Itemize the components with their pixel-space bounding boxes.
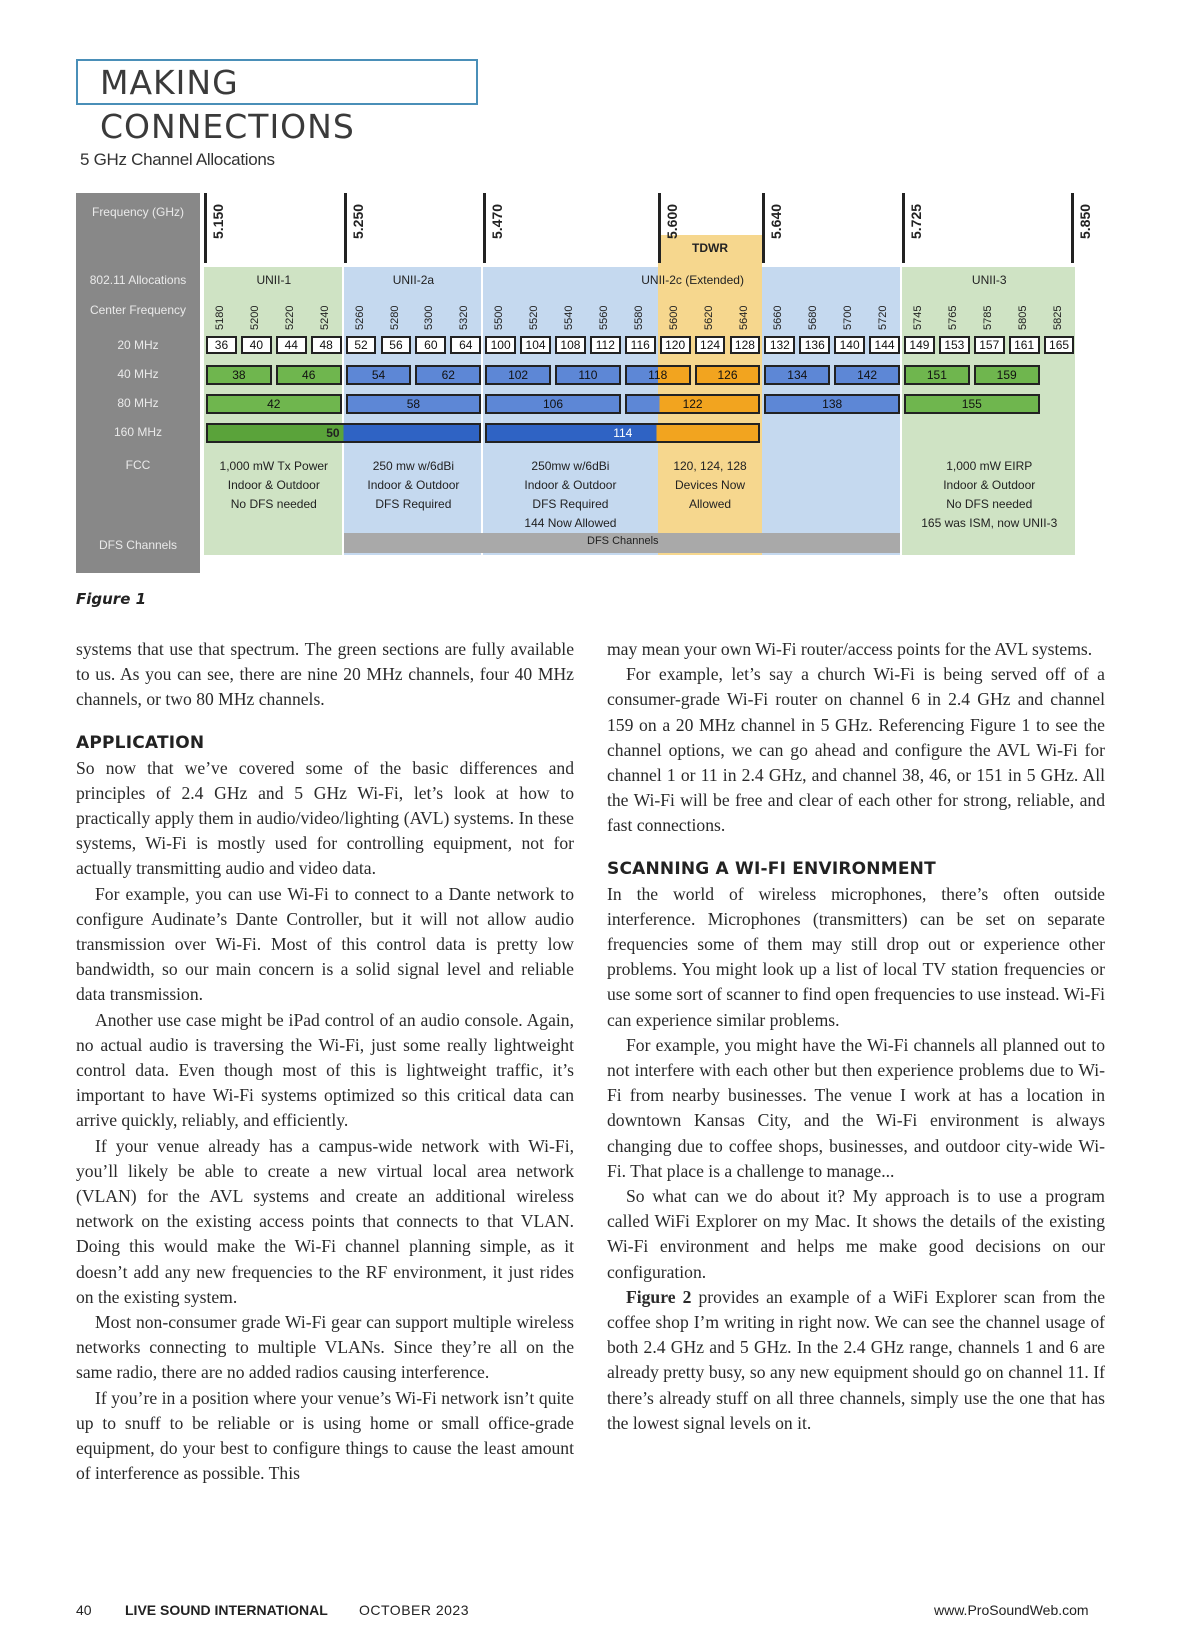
channel-20mhz: 36 [206,336,237,354]
channel-80mhz: 122 [625,394,761,414]
center-frequency: 5540 [563,305,575,330]
channel-40mhz: 38 [206,365,272,385]
center-frequency: 5240 [318,305,331,330]
center-frequency: 5620 [702,305,715,330]
row-label: 20 MHz [117,338,159,352]
center-frequency: 5720 [877,305,890,330]
channel-20mhz: 112 [590,336,621,354]
channel-160mhz: 114 [485,423,760,443]
fcc-rule-line: Devices Now [675,478,746,492]
fcc-rules [344,457,484,514]
left-column [76,637,574,1487]
channel-20mhz: 124 [695,336,726,354]
band-label: UNII-2c (Extended) [641,273,744,287]
center-frequency: 5220 [283,305,296,330]
fcc-rules [204,457,344,514]
channel-80mhz: 58 [346,394,482,414]
channel-20mhz: 132 [764,336,795,354]
fcc-rule-line: 1,000 mW EIRP [946,459,1033,473]
issue-date: OCTOBER 2023 [359,1602,470,1618]
center-frequency: 5765 [946,305,959,330]
heading-application: APPLICATION [76,732,205,753]
channel-40mhz: 126 [695,365,761,385]
frequency-label: 5.725 [908,203,924,239]
center-frequency: 5320 [458,305,471,330]
dfs-label: DFS Channels [587,535,659,547]
center-frequency: 5805 [1016,305,1029,330]
channel-80mhz: 155 [904,394,1040,414]
center-frequency: 5500 [493,305,506,330]
paragraph: If you’re in a position where your venue’s Wi-Fi network isn’t quite up to snuff to be reliable or is using home or small office-grade equipment, do your best to configure things to cause the least amount of interference as possible. This [76,1387,574,1484]
row-label: Frequency (GHz) [91,205,185,219]
center-frequency: 5260 [353,305,366,330]
fcc-rule-line: 165 was ISM, now UNII-3 [921,516,1058,530]
website-url: www.ProSoundWeb.com [934,1602,1089,1618]
center-frequency: 5600 [667,305,680,330]
channel-20mhz: 52 [346,336,377,354]
channel-40mhz: 142 [834,365,900,385]
channel-20mhz: 157 [974,336,1005,354]
channel-160mhz-label: 50 [326,426,340,440]
fcc-rules [902,457,1077,533]
paragraph: In the world of wireless microphones, there’s often outside interference. Microphones (transmitters) can be set on separate frequencies some of them may still drop out or experience other problems. You might look up a list of local TV station frequencies or use some sort of scanner to find open frequencies to use instead. Wi-Fi can experience similar problems. [607,883,1105,1030]
center-frequency: 5520 [528,305,541,330]
row-label: DFS Channels [98,538,178,552]
fcc-rule-line: Indoor & Outdoor [367,478,460,492]
row-label: 802.11 Allocations [89,273,187,287]
center-frequency: 5660 [772,305,785,330]
channel-40mhz: 134 [764,365,830,385]
tdwr-label: TDWR [692,241,729,255]
center-frequency: 5640 [737,305,750,330]
paragraph: For example, let’s say a church Wi-Fi is being served off of a consumer-grade Wi-Fi router on channel 6 in 2.4 GHz and channel 159 on a 20 MHz channel in 5 GHz. Referencing Figure 1 to see the channel options, we can go ahead and configure the AVL Wi-Fi for channel 1 or 11 in 2.4 GHz, and channel 38, 46, or 151 in 5 GHz. All the Wi-Fi will be free and clear of each other for strong, reliable, and fast connections. [607,664,1105,836]
paragraph-text: provides an example of a WiFi Explorer scan from the coffee shop I’m writing in right now. We can see the channel usage of both 2.4 GHz and 5 GHz. In the 2.4 GHz range, channels 1 and 6 are already pretty busy, so any new equipment should go on channel 11. If there’s already stuff on all three channels, simply use the one that has the lowest signal levels on it. [607,1286,1105,1433]
paragraph: For example, you can use Wi-Fi to connect to a Dante network to configure Audinate’s Dante Controller, but it will not allow audio transmission over Wi-Fi. Most of this control data is pretty low bandwidth, so our main concern is a solid signal level and reliable data transmission. [76,883,574,1005]
channel-20mhz: 116 [625,336,656,354]
band-label: UNII-1 [256,273,292,287]
fcc-rule-line: 250 mw w/6dBi [372,459,455,473]
paragraph: systems that use that spectrum. The green sections are fully available to us. As you can see, there are nine 20 MHz channels, four 40 MHz channels, or two 80 MHz channels. [76,639,574,710]
channel-40mhz: 110 [555,365,621,385]
row-label: 40 MHz [117,367,159,381]
channel-20mhz: 108 [555,336,586,354]
frequency-line [902,193,905,263]
paragraph: Another use case might be iPad control of an audio console. Again, no actual audio is traversing the Wi-Fi, just some really lightweight control data. Even though most of this is lightweight traffic, it’s important to have Wi-Fi systems optimized so this critical data can arrive quickly, reliably, and efficiently. [76,1009,574,1131]
paragraph: If your venue already has a campus-wide network with Wi-Fi, you’ll likely be able to create a new virtual local area network (VLAN) for the AVL systems and create an additional wireless network on the existing access points that connects to that VLAN. Doing this would make the Wi-Fi channel planning simple, as it doesn’t add any new frequencies to the RF environment, it just rides on the existing system. [76,1135,574,1307]
frequency-line [483,193,486,263]
frequency-line [344,193,347,263]
frequency-line [762,193,765,263]
fcc-rule-line: Indoor & Outdoor [943,478,1036,492]
channel-allocation-chart [76,193,1110,573]
center-frequency: 5200 [248,305,261,330]
fcc-rule-line: 144 Now Allowed [524,516,617,530]
channel-80mhz: 138 [764,394,900,414]
channel-80mhz: 106 [485,394,621,414]
figure-ref: Figure 2 [626,1286,692,1307]
fcc-rule-line: Indoor & Outdoor [524,478,617,492]
row-label: 80 MHz [117,396,159,410]
channel-20mhz: 104 [520,336,551,354]
fcc-rules [658,457,763,514]
frequency-label: 5.250 [349,203,366,239]
fcc-rule-line: 120, 124, 128 [673,459,747,473]
center-frequency: 5280 [388,305,401,330]
figure-caption: Figure 1 [76,590,147,608]
fcc-rule-line: Indoor & Outdoor [227,478,320,492]
channel-20mhz: 136 [799,336,830,354]
band-label: UNII-2a [392,273,435,287]
channel-40mhz: 54 [346,365,412,385]
frequency-label: 5.640 [768,203,785,239]
fcc-rule-line: 250mw w/6dBi [531,459,610,473]
center-frequency: 5580 [632,305,645,330]
paragraph [607,1285,1105,1436]
center-frequency: 5180 [214,305,226,330]
paragraph: So what can we do about it? My approach is to use a program called WiFi Explorer on my Mac. It shows the details of the existing Wi-Fi environment and helps me make good decisions on our configuration. [607,1186,1105,1282]
channel-20mhz: 128 [730,336,761,354]
channel-40mhz: 102 [485,365,551,385]
center-frequency: 5825 [1051,305,1064,330]
center-frequency: 5300 [423,305,436,330]
fcc-rule-line: Allowed [689,497,732,511]
band-label: UNII-3 [971,273,1007,287]
frequency-line [204,193,207,263]
fcc-rules [483,457,658,533]
frequency-line [1071,193,1074,263]
fcc-rule-line: DFS Required [375,497,452,511]
channel-40mhz: 118 [625,365,691,385]
channel-20mhz: 149 [904,336,935,354]
channel-20mhz: 40 [241,336,272,354]
frequency-label: 5.150 [210,203,226,239]
paragraph: For example, you might have the Wi-Fi channels all planned out to not interfere with each other but then experience problems due to Wi-Fi from nearby businesses. The venue I work at has a location in downtown Kansas City, and the Wi-Fi environment is always changing due to coffee shops, businesses, and outdoor city-wide Wi-Fi. That place is a challenge to manage... [607,1034,1105,1181]
channel-20mhz: 144 [869,336,900,354]
heading-scanning: SCANNING A WI-FI ENVIRONMENT [607,858,936,879]
channel-20mhz: 60 [415,336,446,354]
figure-title: 5 GHz Channel Allocations [80,150,275,169]
fcc-rule-line: DFS Required [532,497,609,511]
channel-20mhz: 44 [276,336,307,354]
row-label: Center Frequency [89,303,187,317]
channel-20mhz: 48 [311,336,342,354]
channel-40mhz: 159 [974,365,1040,385]
channel-20mhz: 161 [1009,336,1040,354]
label-column [76,193,200,573]
channel-40mhz: 151 [904,365,970,385]
channel-40mhz: 62 [415,365,481,385]
channel-20mhz: 165 [1044,336,1075,354]
row-label: FCC [125,458,151,472]
channel-20mhz: 153 [939,336,970,354]
channel-20mhz: 140 [834,336,865,354]
center-frequency: 5700 [842,305,855,330]
paragraph: So now that we’ve covered some of the basic differences and principles of 2.4 GHz and 5 GHz Wi-Fi, let’s look at how to practically apply them in audio/video/lighting (AVL) systems. In these systems, Wi-Fi is mostly used for controlling equipment, not for actually transmitting audio and video data. [76,757,574,879]
right-column [607,637,1105,1436]
channel-40mhz: 46 [276,365,342,385]
center-frequency: 5745 [912,305,924,330]
center-frequency: 5560 [597,305,610,330]
channel-20mhz: 100 [485,336,516,354]
publication-name: LIVE SOUND INTERNATIONAL [125,1602,328,1618]
paragraph: may mean your own Wi-Fi router/access points for the AVL systems. [607,639,1093,659]
channel-20mhz: 120 [660,336,691,354]
row-label: 160 MHz [113,425,163,439]
section-title: MAKING CONNECTIONS [76,59,478,105]
channel-20mhz: 64 [450,336,481,354]
fcc-rule-line: No DFS needed [230,497,317,511]
fcc-rule-line: 1,000 mW Tx Power [219,459,329,473]
center-frequency: 5785 [981,305,994,330]
page-number: 40 [76,1602,92,1618]
frequency-label: 5.850 [1076,203,1093,239]
channel-80mhz: 42 [206,394,342,414]
center-frequency: 5680 [807,305,820,330]
frequency-label: 5.600 [663,203,680,239]
frequency-label: 5.470 [489,203,506,239]
channel-20mhz: 56 [381,336,412,354]
fcc-rule-line: No DFS needed [946,497,1033,511]
paragraph: Most non-consumer grade Wi-Fi gear can support multiple wireless networks connecting to multiple VLANs. Since they’re all on the same radio, there are no added radios causing interference. [76,1312,574,1383]
